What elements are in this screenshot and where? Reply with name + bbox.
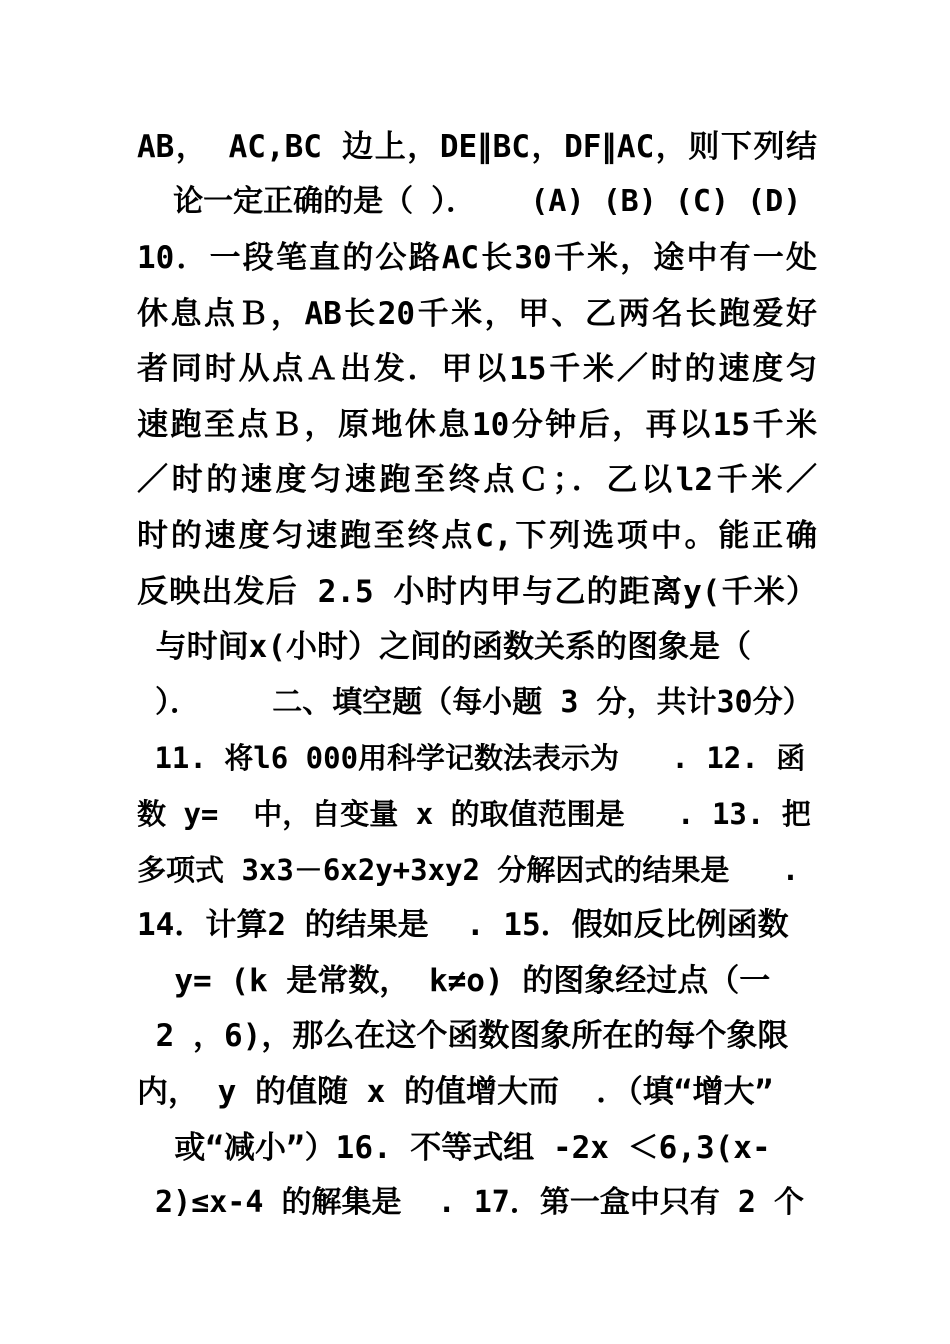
text-line-15: 14．计算2 的结果是 . 15．假如反比例函数	[137, 907, 789, 943]
text-line-8: 时的速度匀速跑至终点C,下列选项中。能正确	[137, 518, 817, 554]
text-line-16: y= (k 是常数， k≠o) 的图象经过点（一	[137, 963, 771, 999]
text-line-2: 论一定正确的是（ ）． (A) (B) (C) (D)	[137, 184, 802, 219]
text-line-7: ／时的速度匀速跑至终点Ｃ；．乙以l2千米／	[137, 462, 817, 498]
text-line-3: 10．一段笔直的公路AC长30千米，途中有一处	[137, 240, 817, 276]
text-line-6: 速跑至点Ｂ，原地休息10分钟后，再以15千米	[137, 407, 817, 443]
text-line-5: 者同时从点Ａ出发．甲以15千米／时的速度匀	[137, 351, 817, 387]
text-line-20: 2)≤x-4 的解集是 . 17．第一盒中只有 2 个	[137, 1185, 805, 1220]
text-line-1: AB， AC,BC 边上，DE∥BC，DF∥AC，则下列结	[137, 129, 817, 165]
text-line-18: 内， y 的值随 x 的值增大而 ．（填“增大”	[137, 1074, 774, 1110]
text-line-14: 多项式 3x3－6x2y+3xy2 分解因式的结果是 .	[137, 853, 800, 887]
text-line-9: 反映出发后 2.5 小时内甲与乙的距离y(千米）	[137, 574, 817, 610]
text-line-4: 休息点Ｂ，AB长20千米，甲、乙两名长跑爱好	[137, 296, 817, 332]
text-line-10: 与时间x(小时）之间的函数关系的图象是（	[137, 629, 751, 665]
text-line-19: 或“减小”）16. 不等式组 -2x ＜6,3(x-	[137, 1130, 771, 1166]
text-line-12: 11. 将l6 000用科学记数法表示为 . 12. 函	[137, 741, 806, 775]
text-line-17: 2 ，6)，那么在这个函数图象所在的每个象限	[137, 1018, 789, 1054]
text-line-13: 数 y= 中，自变量 x 的取值范围是 . 13. 把	[137, 797, 811, 831]
text-line-11: ）． 二、填空题（每小题 3 分，共计30分）	[137, 685, 813, 720]
